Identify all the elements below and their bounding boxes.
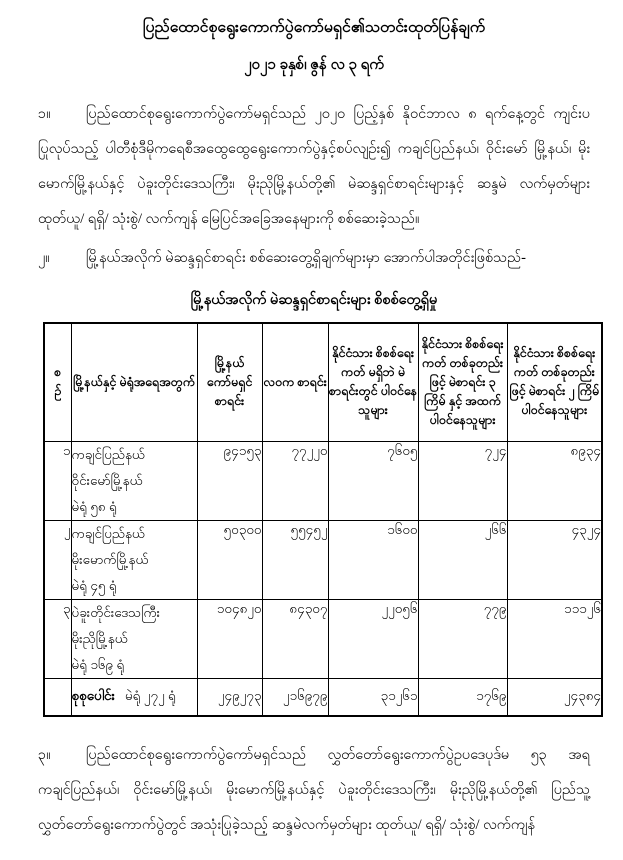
paragraph-3 [38, 738, 590, 843]
immigration-list-value: ၈၄၃၀၇ [262, 599, 328, 678]
header-township: မြို့နယ်နှင့် မဲရုံအရေအတွက် [71, 323, 197, 441]
immigration-list-value: ၅၅၄၅၂ [262, 520, 328, 599]
header-no-nrc: နိုင်ငံသား စိစစ်ရေးကတ် မရှိဘဲ မဲစာရင်းတွင် ပါဝင်နေသူများ [328, 323, 418, 441]
paragraph-2-number: ၂။ [38, 250, 50, 266]
no-nrc-value: ၂၂၀၅၆ [328, 599, 418, 678]
same-nrc-2-value: ၁၁၁၂၆ [507, 599, 602, 678]
same-nrc-3plus-value: ၇၇၉ [418, 599, 507, 678]
immigration-list-value: ၇၇၂၂၀ [262, 441, 328, 520]
paragraph-3-text: ပြည်ထောင်စုရွေးကောက်ပွဲကော်မရှင်သည် လွှတ်တော်ရွေးကောက်ပွဲဥပဒေပုဒ်မ ၅၃ အရ ကချင်ပြည်နယ်၊ ဝိုင်းမော်မြို့နယ်၊ မိုးမောက်မြို့နယ်နှင့် ပဲခူးတိုင်းဒေသကြီး၊ မိုးညိုမြို့နယ်တို့၏ ပြည်သူ့ လွှတ်တော်ရွေးကောက်ပွဲတွင် အသုံးပြုခဲ့သည့် ဆန္ဒမဲလက်မှတ်များ ထုတ်ယူ/ ရရှိ/ သုံးစွဲ/ လက်ကျန် [38, 747, 590, 833]
table-row [44, 599, 602, 678]
voter-list-audit-table [43, 322, 603, 717]
header-same-nrc-2: နိုင်ငံသား စိစစ်ရေးကတ် တစ်ခုတည်းဖြင့် မဲစာရင်း ၂ ကြိမ် ပါဝင်နေသူများ [507, 323, 602, 441]
same-nrc-3plus-value: ၂၆၆ [418, 520, 507, 599]
no-nrc-value: ၇၆၀၅ [328, 441, 418, 520]
document-title: ပြည်ထောင်စုရွေးကောက်ပွဲကော်မရှင်၏သတင်းထုတ်ပြန်ချက် [142, 19, 486, 36]
table-row [44, 441, 602, 520]
total-label: စုစုပေါင်း မဲရုံ ၂၇၂ ရုံ [71, 678, 197, 716]
header-seq: စဉ် [44, 323, 71, 441]
commission-list-value: ၁၀၄၈၂၀ [197, 599, 262, 678]
header-commission-list: မြို့နယ် ကော်မရှင် စာရင်း [197, 323, 262, 441]
row-number: ၂ [44, 520, 71, 599]
table-title: မြို့နယ်အလိုက် မဲဆန္ဒရှင်စာရင်းများ စိစစ်တွေ့ရှိမှု [190, 292, 438, 308]
commission-list-value: ၅၀၃၀၀ [197, 520, 262, 599]
total-no-nrc: ၃၁၂၆၁ [328, 678, 418, 716]
header-immigration-list: လဝက စာရင်း [262, 323, 328, 441]
total-same-nrc-2: ၂၄၃၈၄ [507, 678, 602, 716]
no-nrc-value: ၁၆၀၀ [328, 520, 418, 599]
paragraph-3-number: ၃။ [38, 747, 51, 763]
paragraph-1-text: ပြည်ထောင်စုရွေးကောက်ပွဲကော်မရှင်သည် ၂၀၂၀ ပြည့်နှစ် နိုဝင်ဘာလ ၈ ရက်နေ့တွင် ကျင်းပပြုလုပ်သည့် ပါတီစုံဒီမိုကရေစီအထွေထွေရွေးကောက်ပွဲနှင့်စပ်လျဉ်း၍ ကချင်ပြည်နယ်၊ ဝိုင်းမော် မြို့နယ်၊ မိုးမောက်မြို့နယ်နှင့် ပဲခူးတိုင်းဒေသကြီး၊ မိုးညိုမြို့နယ်တို့၏ မဲဆန္ဒရှင်စာရင်းများနှင့် ဆန္ဒမဲ လက်မှတ်များ ထုတ်ယူ/ ရရှိ/ သုံးစွဲ/ လက်ကျန် မြေပြင်အခြေအနေများကို စစ်ဆေးခဲ့သည်။ [38, 106, 590, 227]
paragraph-1 [38, 97, 590, 237]
same-nrc-2-value: ၈၉၃၄ [507, 441, 602, 520]
township-cell: ပဲခူးတိုင်းဒေသကြီး မိုးညိုမြို့နယ် မဲရုံ ၁၆၉ ရုံ [71, 599, 197, 678]
header-same-nrc-3plus: နိုင်ငံသား စိစစ်ရေးကတ် တစ်ခုတည်းဖြင့် မဲစာရင်း ၃ ကြိမ် နှင့် အထက် ပါဝင်နေသူများ [418, 323, 507, 441]
total-immigration-list: ၂၁၆၉၇၉ [262, 678, 328, 716]
table-total-row [44, 678, 602, 716]
row-number: ၃ [44, 599, 71, 678]
table-row [44, 520, 602, 599]
paragraph-1-number: ၁။ [38, 106, 51, 122]
document-date: ၂၀၂၁ ခုနှစ်၊ ဇွန် လ ၃ ရက် [244, 57, 384, 73]
table-header-row [44, 323, 602, 441]
township-cell: ကချင်ပြည်နယ် ဝိုင်းမော်မြို့နယ် မဲရုံ ၅၈ ရုံ [71, 441, 197, 520]
row-number: ၁ [44, 441, 71, 520]
total-same-nrc-3plus: ၁၇၆၉ [418, 678, 507, 716]
total-commission-list: ၂၄၉၂၇၃ [197, 678, 262, 716]
total-seq-empty [44, 678, 71, 716]
same-nrc-2-value: ၄၃၂၄ [507, 520, 602, 599]
commission-list-value: ၉၄၁၅၃ [197, 441, 262, 520]
paragraph-2 [38, 241, 590, 276]
paragraph-2-text: မြို့နယ်အလိုက် မဲဆန္ဒရှင်စာရင်း စစ်ဆေးတွေ့ရှိချက်များမှာ အောက်ပါအတိုင်းဖြစ်သည်- [86, 250, 527, 266]
township-cell: ကချင်ပြည်နယ် မိုးမောက်မြို့နယ် မဲရုံ ၄၅ ရုံ [71, 520, 197, 599]
same-nrc-3plus-value: ၇၂၄ [418, 441, 507, 520]
